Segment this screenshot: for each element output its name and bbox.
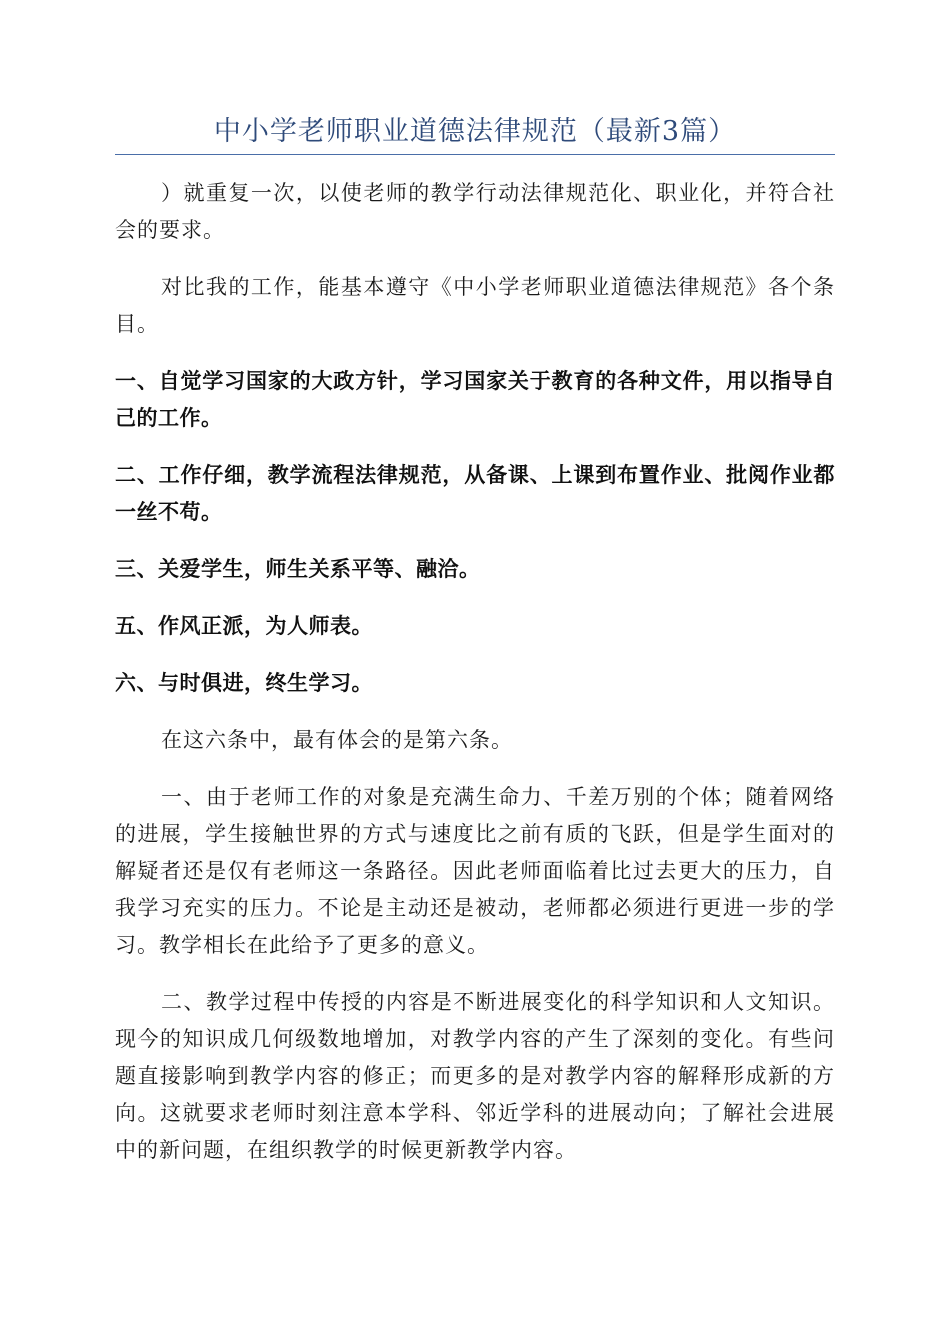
document-body bbox=[115, 175, 835, 1189]
paragraph: ）就重复一次，以使老师的教学行动法律规范化、职业化，并符合社会的要求。 bbox=[115, 181, 835, 242]
bold-item: 三、关爱学生，师生关系平等、融洽。 bbox=[115, 557, 481, 581]
bold-item: 二、工作仔细，教学流程法律规范，从备课、上课到布置作业、批阅作业都一丝不苟。 bbox=[115, 463, 835, 524]
paragraph: 二、教学过程中传授的内容是不断进展变化的科学知识和人文知识。现今的知识成几何级数地增加，对教学内容的产生了深刻的变化。有些问题直接影响到教学内容的修正；而更多的是对教学内容的解释形成新的方向。这就要求老师时刻注意本学科、邻近学科的进展动向；了解社会进展中的新问题，在组织教学的时候更新教学内容。 bbox=[115, 990, 835, 1162]
title-underline bbox=[115, 154, 835, 155]
paragraph: 一、由于老师工作的对象是充满生命力、千差万别的个体；随着网络的进展，学生接触世界的方式与速度比之前有质的飞跃，但是学生面对的解疑者还是仅有老师这一条路径。因此老师面临着比过去更大的压力，自我学习充实的压力。不论是主动还是被动，老师都必须进行更进一步的学习。教学相长在此给予了更多的意义。 bbox=[115, 785, 835, 957]
paragraph: 对比我的工作，能基本遵守《中小学老师职业道德法律规范》各个条目。 bbox=[115, 275, 835, 336]
bold-item: 五、作风正派，为人师表。 bbox=[115, 614, 373, 638]
paragraph: 在这六条中，最有体会的是第六条。 bbox=[161, 728, 513, 752]
bold-item: 一、自觉学习国家的大政方针，学习国家关于教育的各种文件，用以指导自己的工作。 bbox=[115, 369, 835, 430]
bold-item: 六、与时俱进，终生学习。 bbox=[115, 671, 373, 695]
document-title: 中小学老师职业道德法律规范（最新3篇） bbox=[213, 116, 737, 147]
